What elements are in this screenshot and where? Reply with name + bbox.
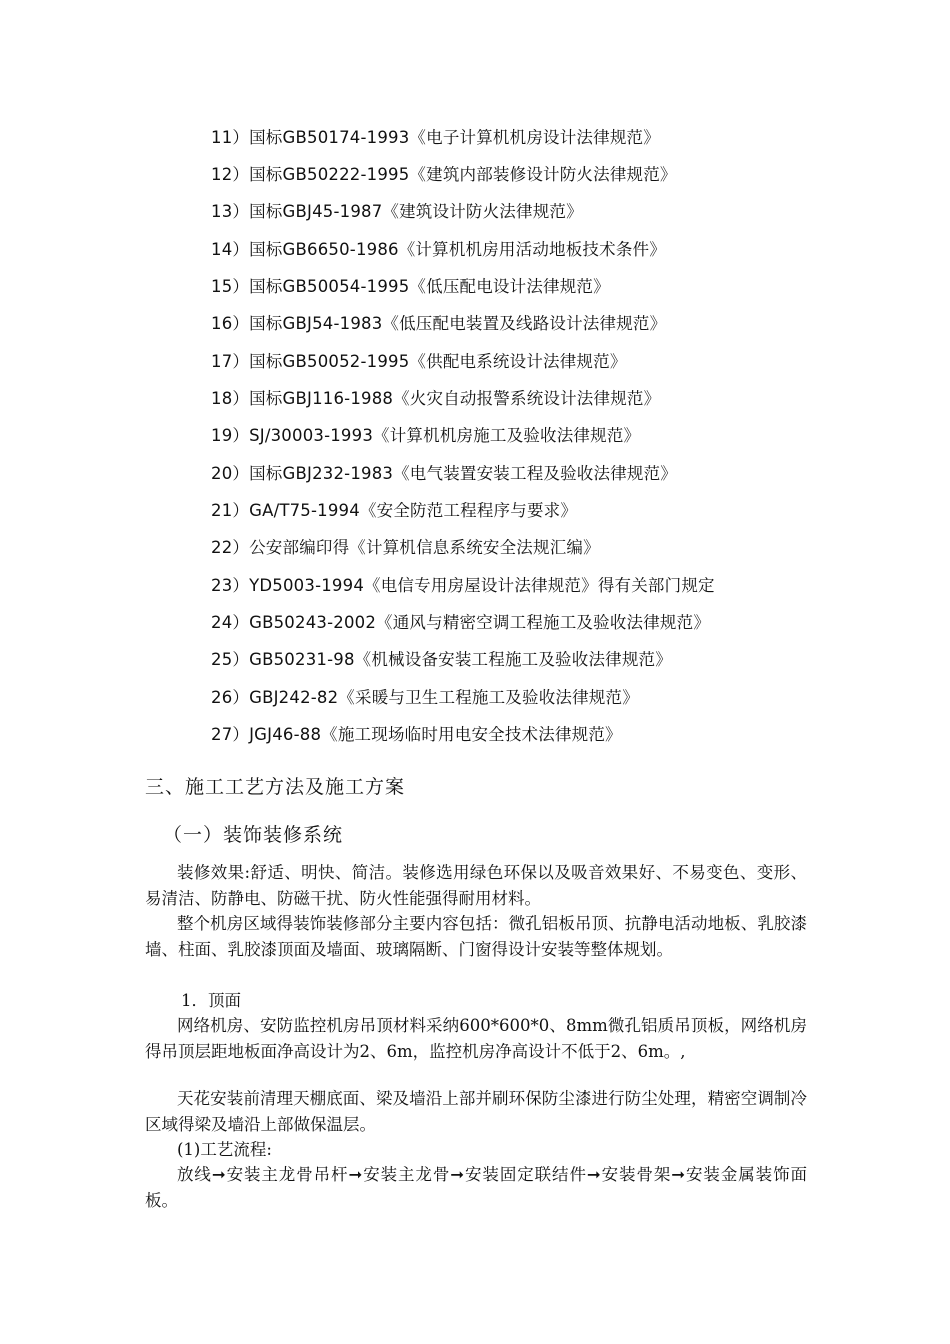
paragraph-ceiling-material: 网络机房、安防监控机房吊顶材料采纳600*600*0、8mm微孔铝质吊顶板，网络机房得吊顶层距地板面净高设计为2、6m，监控机房净高设计不低于2、6m。, — [145, 1016, 807, 1061]
reference-item-12: 12）国标GB50222-1995《建筑内部装修设计防火法律规范》 — [211, 165, 677, 184]
paragraph-decoration-effect: 装修效果:舒适、明快、简洁。装修选用绿色环保以及吸音效果好、不易变色、变形、易清洁、防静电、防磁干扰、防火性能强得耐用材料。 — [145, 863, 807, 908]
reference-item-15: 15）国标GB50054-1995《低压配电设计法律规范》 — [211, 277, 610, 296]
section-heading: 三、施工工艺方法及施工方案 — [145, 776, 406, 798]
reference-item-25: 25）GB50231-98《机械设备安装工程施工及验收法律规范》 — [211, 650, 672, 669]
reference-item-14: 14）国标GB6650-1986《计算机机房用活动地板技术条件》 — [211, 240, 666, 259]
heading-ceiling: 1．顶面 — [181, 991, 241, 1010]
reference-item-21: 21）GA/T75-1994《安全防范工程程序与要求》 — [211, 501, 578, 520]
paragraph-process-steps: 放线➞安装主龙骨吊杆➞安装主龙骨➞安装固定联结件➞安装骨架➞安装金属装饰面板。 — [145, 1165, 807, 1210]
reference-item-23: 23）YD5003-1994《电信专用房屋设计法律规范》得有关部门规定 — [211, 576, 715, 595]
reference-item-13: 13）国标GBJ45-1987《建筑设计防火法律规范》 — [211, 202, 583, 221]
reference-item-24: 24）GB50243-2002《通风与精密空调工程施工及验收法律规范》 — [211, 613, 711, 632]
heading-process-flow: (1)工艺流程: — [177, 1140, 272, 1159]
subsection-heading: （一）装饰装修系统 — [163, 824, 344, 846]
paragraph-ceiling-prep: 天花安装前清理天棚底面、梁及墙沿上部并刷环保防尘漆进行防尘处理，精密空调制冷区域得梁及墙沿上部做保温层。 — [145, 1089, 807, 1134]
reference-item-19: 19）SJ/30003-1993《计算机机房施工及验收法律规范》 — [211, 426, 641, 445]
reference-item-27: 27）JGJ46-88《施工现场临时用电安全技术法律规范》 — [211, 725, 622, 744]
reference-item-17: 17）国标GB50052-1995《供配电系统设计法律规范》 — [211, 352, 627, 371]
paragraph-decoration-scope: 整个机房区域得装饰装修部分主要内容包括：微孔铝板吊顶、抗静电活动地板、乳胶漆墙、柱面、乳胶漆顶面及墙面、玻璃隔断、门窗得设计安装等整体规划。 — [145, 914, 807, 959]
reference-item-22: 22）公安部编印得《计算机信息系统安全法规汇编》 — [211, 538, 600, 557]
reference-item-18: 18）国标GBJ116-1988《火灾自动报警系统设计法律规范》 — [211, 389, 661, 408]
reference-item-16: 16）国标GBJ54-1983《低压配电装置及线路设计法律规范》 — [211, 314, 667, 333]
reference-item-26: 26）GBJ242-82《采暖与卫生工程施工及验收法律规范》 — [211, 688, 639, 707]
reference-item-11: 11）国标GB50174-1993《电子计算机机房设计法律规范》 — [211, 128, 660, 147]
reference-item-20: 20）国标GBJ232-1983《电气装置安装工程及验收法律规范》 — [211, 464, 678, 483]
